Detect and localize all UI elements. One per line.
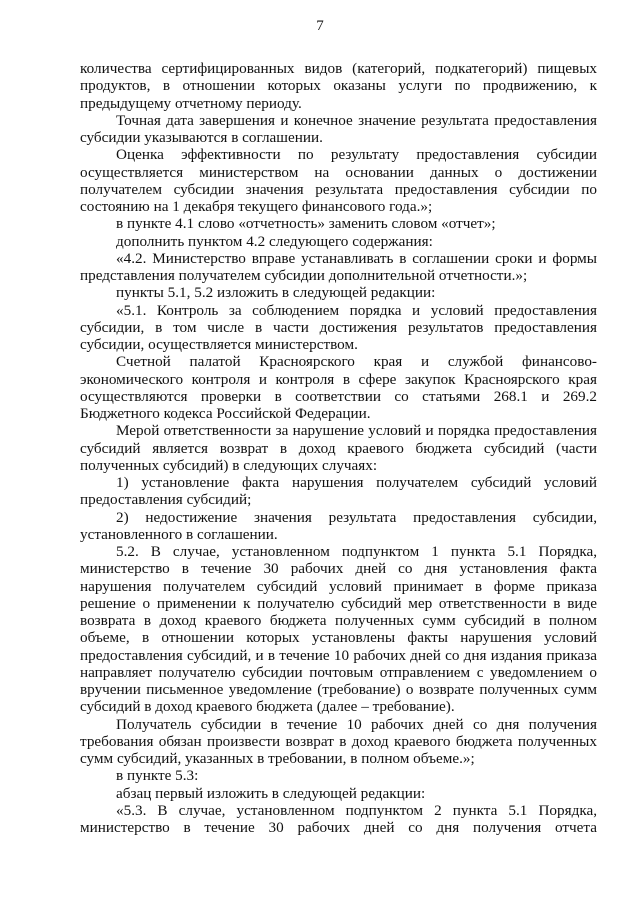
paragraph: «5.1. Контроль за соблюдением порядка и условий предоставления субсидии, в том числе в части достижения результатов предоставления субсидии, осуществляется министерством. [80,301,597,353]
paragraph: «4.2. Министерство вправе устанавливать в соглашении сроки и формы представления получателем субсидии дополнительной отчетности.»; [80,249,597,284]
paragraph: 5.2. В случае, установленном подпунктом 1 пункта 5.1 Порядка, министерство в течение 30 рабочих дней со дня установления факта нарушения получателем субсидий условий принимает в форме приказа решение о применении к получателю субсидий мер ответственности в виде возврата в доход краевого бюджета полученных сумм субсидий в полном объеме, в отношении которых установлены факты нарушения условий предоставления субсидий, и в течение 10 рабочих дней со дня издания приказа направляет получателю субсидии почтовым отправлением с уведомлением о вручении письменное уведомление (требование) о возврате полученных сумм субсидий в доход краевого бюджета (далее – требование). [80,543,597,716]
paragraph: в пункте 4.1 слово «отчетность» заменить словом «отчет»; [116,215,496,233]
paragraph: Мерой ответственности за нарушение условий и порядка предоставления субсидий является возврат в доход краевого бюджета субсидий (части полученных субсидий) в следующих случаях: [80,422,597,474]
page-number: 7 [316,18,324,34]
paragraph: 2) недостижение значения результата предоставления субсидии, установленного в соглашении. [80,508,597,543]
paragraph: абзац первый изложить в следующей редакции: [116,784,426,802]
paragraph: «5.3. В случае, установленном подпунктом 2 пункта 5.1 Порядка, министерство в течение 30 рабочих дней со дня получения отчета [80,801,597,836]
paragraph: дополнить пунктом 4.2 следующего содержания: [116,232,433,250]
paragraph: Счетной палатой Красноярского края и службой финансово-экономического контроля и контроля в сфере закупок Красноярского края осуществляются проверки в соответствии со статьями 268.1 и 269.2 Бюджетного кодекса Российской Федерации. [80,353,597,422]
paragraph: пункты 5.1, 5.2 изложить в следующей редакции: [116,284,436,302]
document-body [80,60,597,836]
paragraph: Оценка эффективности по результату предоставления субсидии осуществляется министерством на основании данных о достижении получателем субсидии значения результата предоставления субсидии по состоянию на 1 декабря текущего финансового года.»; [80,146,597,215]
paragraph: количества сертифицированных видов (категорий, подкатегорий) пищевых продуктов, в отношении которых оказаны услуги по продвижению, к предыдущему отчетному периоду. [80,60,597,112]
paragraph: 1) установление факта нарушения получателем субсидий условий предоставления субсидий; [80,474,597,509]
paragraph: в пункте 5.3: [116,767,199,785]
paragraph: Получатель субсидии в течение 10 рабочих дней со дня получения требования обязан произвести возврат в доход краевого бюджета полученных сумм субсидий, указанных в требовании, в полном объеме.»; [80,715,597,767]
paragraph: Точная дата завершения и конечное значение результата предоставления субсидии указываются в соглашении. [80,111,597,146]
